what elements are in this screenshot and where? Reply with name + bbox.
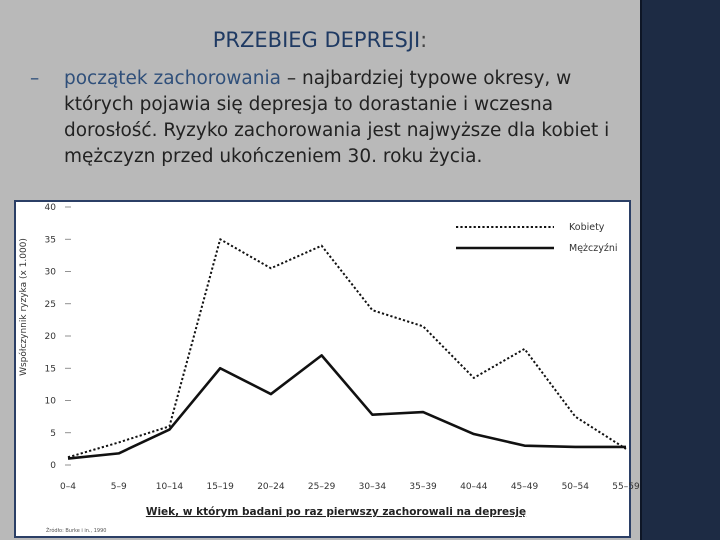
x-axis-label: Wiek, w którym badani po raz pierwszy zachorowali na depresję bbox=[145, 506, 527, 518]
bullet-content bbox=[64, 66, 630, 170]
x-tick-label: 50–54 bbox=[561, 482, 589, 492]
y-tick-label: 5 bbox=[50, 428, 56, 439]
bullet-dash: – bbox=[30, 68, 40, 89]
bullet-body-text: – najbardziej typowe okresy, w których pojawia się depresja to dorastanie i wczesna dorosłość. Ryzyko zachorowania jest najwyższe dla kobiet i mężczyzn przed ukończeniem 30. roku życia. bbox=[64, 68, 610, 167]
y-tick-label: 35 bbox=[44, 235, 56, 246]
legend-label: Mężczyźni bbox=[569, 243, 618, 254]
decorative-sidebar bbox=[642, 0, 720, 540]
series-layer bbox=[68, 239, 626, 458]
y-axis-label: Współczynnik ryzyka (x 1.000) bbox=[19, 238, 29, 376]
series-line-solid bbox=[68, 355, 626, 458]
x-tick-label: 15–19 bbox=[206, 482, 234, 492]
chart-frame bbox=[14, 200, 640, 538]
x-tick-label: 0–4 bbox=[60, 482, 76, 492]
x-tick-label: 55–59 bbox=[612, 482, 640, 492]
y-tick-label: 20 bbox=[44, 332, 56, 342]
x-tick-label: 5–9 bbox=[110, 482, 127, 492]
source-note: Źródło: Burke i in., 1990 bbox=[46, 528, 107, 534]
x-tick-label: 45–49 bbox=[510, 482, 539, 492]
y-tick-label: 10 bbox=[44, 396, 56, 407]
slide-title-text: PRZEBIEG DEPRESJI bbox=[212, 28, 421, 52]
y-tick-label: 25 bbox=[44, 299, 56, 310]
x-tick-label: 20–24 bbox=[257, 482, 285, 492]
bullet-paragraph bbox=[30, 66, 630, 170]
y-tick-label: 30 bbox=[44, 267, 56, 278]
y-tick-label: 40 bbox=[44, 203, 56, 213]
line-chart bbox=[16, 202, 640, 536]
slide-title-colon: : bbox=[420, 28, 428, 52]
x-tick-label: 40–44 bbox=[460, 482, 488, 492]
series-line-dotted bbox=[68, 239, 626, 457]
x-tick-label: 30–34 bbox=[358, 482, 387, 492]
y-axis-ticks bbox=[45, 203, 71, 471]
x-tick-label: 35–39 bbox=[409, 482, 437, 492]
y-tick-label: 15 bbox=[44, 364, 56, 375]
x-tick-label: 10–14 bbox=[155, 482, 184, 492]
x-tick-label: 25–29 bbox=[307, 482, 336, 492]
legend bbox=[456, 222, 618, 254]
bullet-lead-text: początek zachorowania bbox=[64, 68, 281, 89]
legend-label: Kobiety bbox=[569, 222, 605, 233]
y-tick-label: 0 bbox=[50, 461, 56, 471]
slide-title bbox=[0, 28, 640, 52]
x-axis-ticks bbox=[60, 482, 640, 492]
